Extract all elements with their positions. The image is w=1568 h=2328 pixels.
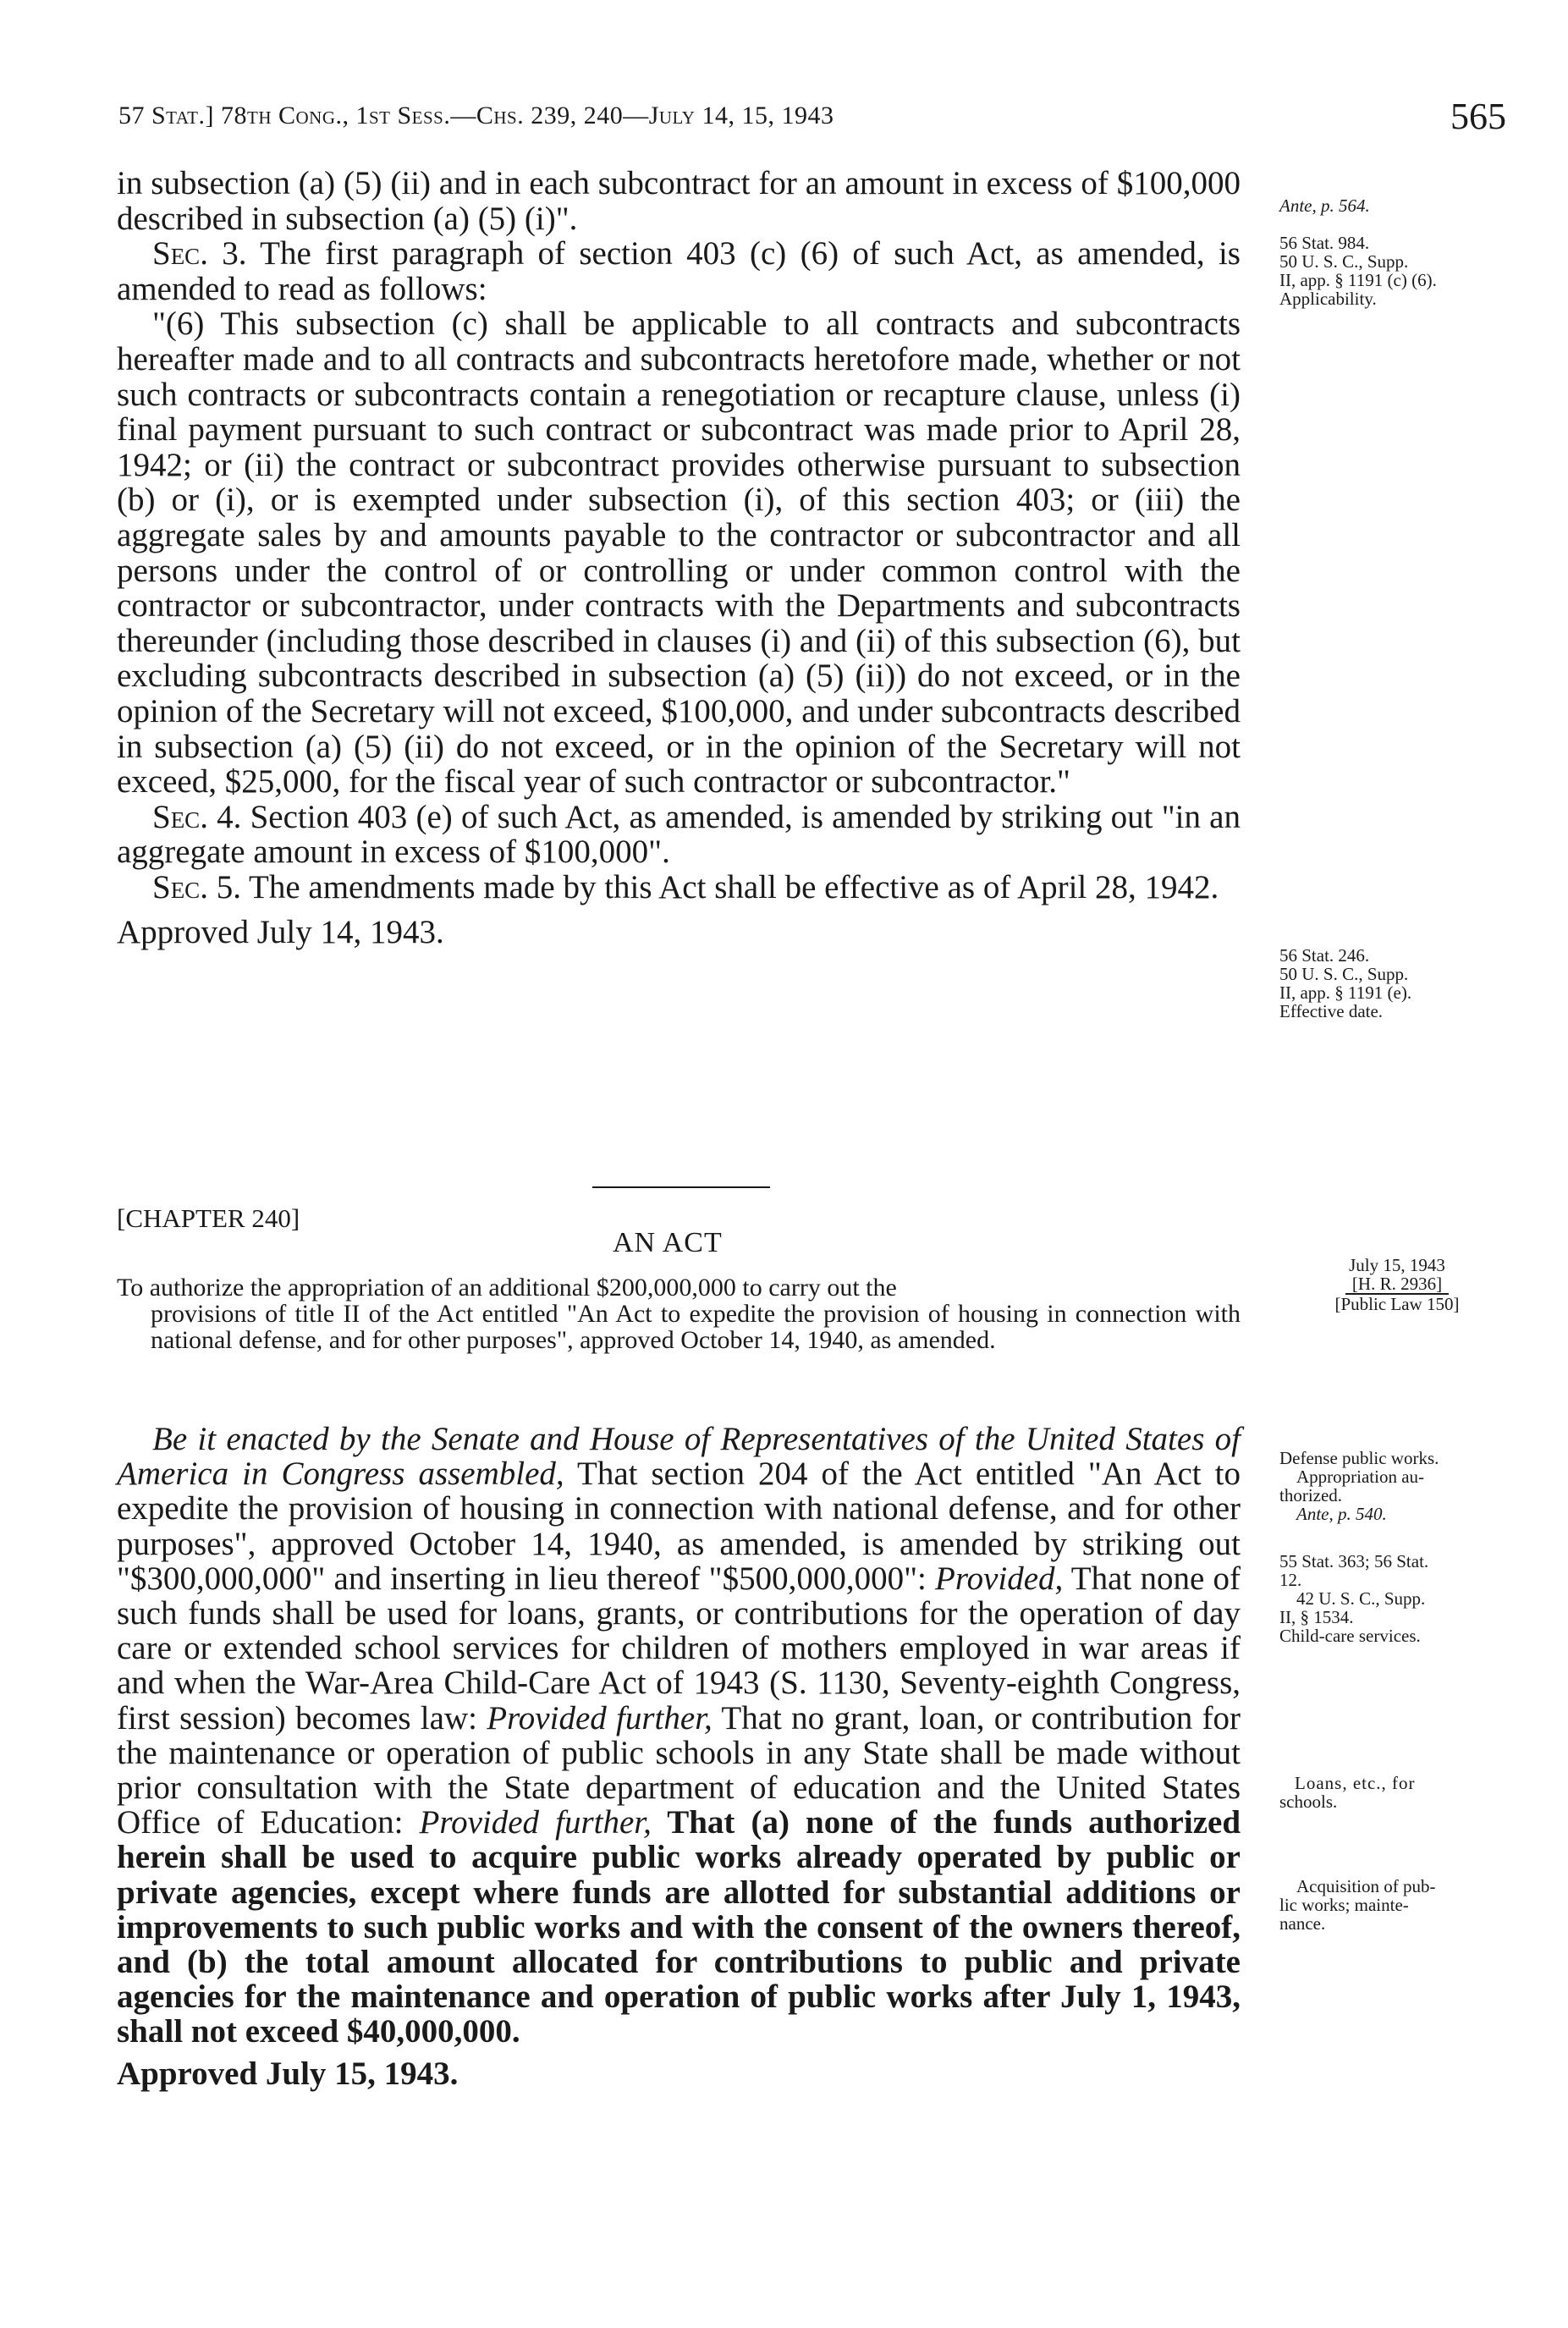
enacting-text-3: That no grant, loan, or contribution for the maintenance or operation of public schools in any State shall be made without prior consultation with the State department of education and the United States Office of Education: [117,1699,1241,1841]
margin-usc3b: II, § 1534. [1279,1607,1354,1627]
enacting-text-1: That section 204 of the Act entitled "An Act to expedite the provision of housing in connection with national defense, and for other purposes", approved October 14, 1940, as amended, is amended by striking out "$300,000,000" and inserting in lieu thereof "$500,000,000": [117,1456,1241,1597]
margin-stat3b: 12. [1279,1570,1302,1590]
margin-note-loans [1279,1774,1515,1811]
bill-number: [H. R. 2936] [1345,1274,1449,1295]
running-head [118,95,1506,146]
section-5-text: The amendments made by this Act shall be effective as of April 28, 1942. [240,868,1219,905]
proviso-2: Provided further, [487,1699,712,1736]
chapter-239-body [117,166,1241,950]
margin-defense-1: Defense public works. [1279,1448,1439,1468]
enacting-paragraph [117,1422,1241,2050]
margin-acq-3: nance. [1279,1913,1326,1934]
margin-stat2-a: 56 Stat. 246. [1279,945,1370,966]
section-5 [117,870,1241,905]
margin-stat2-c: II, app. § 1191 (e). [1279,982,1412,1003]
summary-lead: To authorize the appropriation of an additional $200,000,000 to carry out the [117,1274,897,1302]
act-summary [117,1274,1241,1353]
margin-note-ante-564 [1279,196,1515,215]
margin-note-acquisition [1279,1877,1515,1933]
enactment-info [1279,1256,1515,1313]
chapter-240-label: [CHAPTER 240] [117,1203,300,1233]
quoted-subsection-6: "(6) This subsection (c) shall be applicable to all contracts and subcontracts hereafter made and to all contracts and subcontracts heretofore made, whether or not such contracts or subcontracts contain a renegotiation or recapture clause, unless (i) final payment pursuant to such contract or subcontract was made prior to April 28, 1942; or (ii) the contract or subcontract provides otherwise pursuant to subsection (b) or (i), or is exempted under subsection (i), of this section 403; or (iii) the aggregate sales by and amounts payable to the contractor or subcontractor and all persons under the control of or controlling or under common control with the contractor or subcontractor, under contracts with the Departments and subcontracts thereunder (including those described in clauses (i) and (ii) of this subsection (6), but excluding subcontracts described in subsection (a) (5) (ii)) do not exceed, or in the opinion of the Secretary will not exceed, $100,000, and under subcontracts described in subsection (a) (5) (ii) do not exceed, or in the opinion of the Secretary will not exceed, $25,000, for the fiscal year of such contractor or subcontractor." [117,305,1241,801]
enactment-date: July 15, 1943 [1349,1255,1445,1275]
section-4-text: Section 403 (e) of such Act, as amended, is amended by striking out "in an aggregate amount in excess of $100,000". [117,798,1241,871]
margin-note-stat-363 [1279,1552,1515,1645]
margin-stat1-c: II, app. § 1191 (c) (6). [1279,270,1437,290]
page-number: 565 [1450,96,1506,137]
proviso-1: Provided, [935,1560,1064,1597]
section-4 [117,800,1241,870]
margin-loans-2: schools. [1279,1791,1338,1812]
enacting-clause: Be it enacted by the Senate and House of Representatives of the United States of America in Congress assembled, [117,1421,1241,1493]
approved-date-240: Approved July 15, 1943. [117,2055,459,2092]
running-head-text: 57 Stat.] 78th Cong., 1st Sess.—Chs. 239, 240—July 14, 15, 1943 [118,102,834,129]
margin-note-defense [1279,1449,1515,1523]
margin-childcare: Child-care services. [1279,1626,1421,1646]
proviso-3: Provided further, [419,1804,652,1841]
enacting-text-4: That (a) none of the funds authorized herein shall be used to acquire public works already operated by public or private agencies, except where funds are allotted for substantial additions or improvements to such public works and with the consent of the owners thereof, and (b) the total amount allocated for contributions to public and private agencies for the maintenance and operation of public works after July 1, 1943, shall not exceed $40,000,000. [117,1804,1241,2050]
public-law-number: [Public Law 150] [1334,1294,1460,1314]
margin-applicability: Applicability. [1279,289,1377,309]
margin-note-stat-984 [1279,234,1515,308]
margin-ante-2: Ante, p. 540. [1296,1504,1387,1524]
section-3-text: The first paragraph of section 403 (c) (6) of such Act, as amended, is amended to read as follows: [117,235,1241,307]
enacting-text-2: That none of such funds shall be used for loans, grants, or contributions for the operation of day care or extended school services for children of mothers employed in war areas if and when the War-Area Child-Care Act of 1943 (S. 1130, Seventy-eighth Congress, first session) becomes law: [117,1560,1241,1736]
section-3 [117,236,1241,306]
margin-usc3: 42 U. S. C., Supp. [1296,1588,1426,1609]
margin-acq-1: Acquisition of pub- [1296,1876,1436,1896]
section-4-label: Sec. 4. [152,798,242,835]
margin-defense-3: thorized. [1279,1485,1343,1505]
enacting-body [117,1422,1241,2091]
section-5-label: Sec. 5. [152,868,241,905]
act-title: AN ACT [613,1227,723,1258]
margin-stat2-b: 50 U. S. C., Supp. [1279,964,1409,984]
margin-stat1-b: 50 U. S. C., Supp. [1279,251,1409,272]
margin-loans-1: Loans, etc., for [1295,1773,1416,1793]
margin-note-stat-246 [1279,946,1515,1021]
margin-ante-1: Ante, p. 564. [1279,195,1370,216]
margin-effective: Effective date. [1279,1001,1384,1021]
chapter-divider [592,1186,770,1188]
margin-stat3: 55 Stat. 363; 56 Stat. [1279,1551,1429,1571]
summary-rest: provisions of title II of the Act entitled "An Act to expedite the provision of housing in connection with national defense, and for other purposes", approved October 14, 1940, as amended. [151,1300,1241,1354]
margin-stat1-a: 56 Stat. 984. [1279,233,1370,253]
continuation-paragraph: in subsection (a) (5) (ii) and in each subcontract for an amount in excess of $100,000 described in subsection (a) (5) (i)". [117,165,1241,237]
section-3-label: Sec. 3. [152,235,247,272]
approved-date-239: Approved July 14, 1943. [117,914,444,951]
margin-acq-2: lic works; mainte- [1279,1895,1409,1915]
margin-defense-2: Appropriation au- [1296,1467,1425,1487]
